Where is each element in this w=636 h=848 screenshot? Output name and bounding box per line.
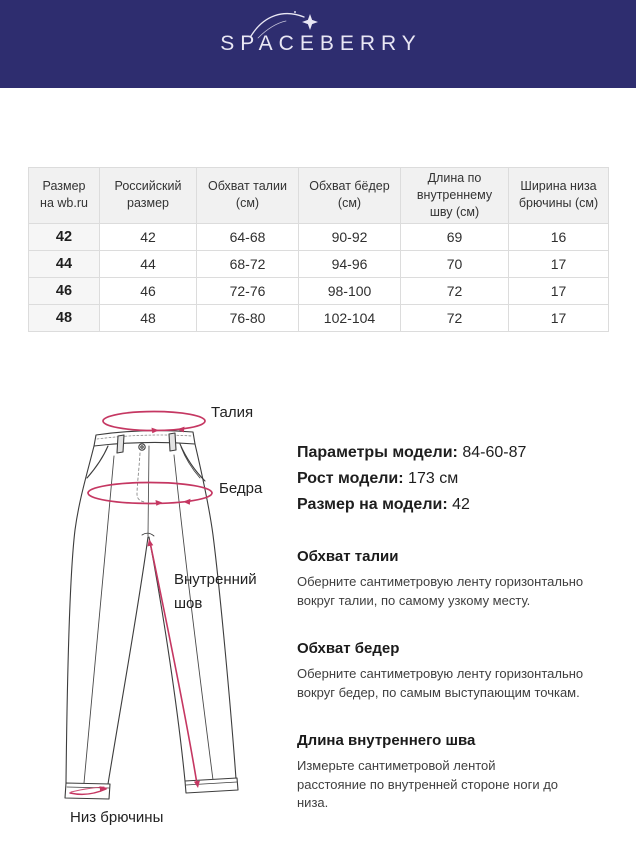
guide-waist-title: Обхват талии bbox=[297, 548, 399, 565]
cell-ru-size: 44 bbox=[100, 250, 197, 277]
cell-ru-size: 42 bbox=[100, 223, 197, 250]
model-size-line bbox=[297, 492, 619, 518]
cell-hem-width: 17 bbox=[509, 250, 609, 277]
model-height-value: 173 см bbox=[408, 470, 459, 487]
cell-size: 46 bbox=[29, 277, 100, 304]
cell-waist: 72-76 bbox=[197, 277, 299, 304]
model-params-label: Параметры модели: bbox=[297, 444, 458, 461]
belt-loop-left bbox=[117, 435, 124, 453]
pants-diagram bbox=[30, 390, 290, 848]
hips-label: Бедра bbox=[219, 480, 263, 497]
shooting-star-icon bbox=[248, 8, 332, 42]
cell-inseam: 69 bbox=[401, 223, 509, 250]
guide-section-waist bbox=[297, 548, 619, 610]
guide-inseam-text: Измерьте сантиметровой лентой расстояние по внутренней стороне ноги до низа. bbox=[297, 758, 559, 810]
table-row bbox=[29, 250, 609, 277]
cell-inseam: 70 bbox=[401, 250, 509, 277]
model-params-line bbox=[297, 440, 619, 466]
model-height-label: Рост модели: bbox=[297, 470, 404, 487]
col-header-inseam: Длина по внутреннему шву (см) bbox=[401, 168, 509, 224]
col-header-ru-size: Российский размер bbox=[100, 168, 197, 224]
cell-hem-width: 16 bbox=[509, 223, 609, 250]
right-pocket-curve bbox=[180, 444, 205, 481]
hem-label: Низ брючины bbox=[70, 809, 164, 826]
model-size-label: Размер на модели: bbox=[297, 496, 448, 513]
col-header-waist: Обхват талии (см) bbox=[197, 168, 299, 224]
table-row bbox=[29, 223, 609, 250]
col-header-hips: Обхват бёдер (см) bbox=[299, 168, 401, 224]
left-outer-seam bbox=[66, 446, 94, 783]
guide-waist-text: Оберните сантиметровую ленту горизонтально вокруг талии, по самому узкому месту. bbox=[297, 574, 584, 608]
model-size-value: 42 bbox=[452, 496, 470, 513]
guide-hips-title: Обхват бедер bbox=[297, 640, 400, 657]
fly-stitch-line bbox=[137, 453, 145, 502]
cell-hips: 102-104 bbox=[299, 304, 401, 331]
cell-hem-width: 17 bbox=[509, 304, 609, 331]
col-header-hem-width: Ширина низа брючины (см) bbox=[509, 168, 609, 224]
waist-measure-ellipse bbox=[103, 412, 205, 431]
left-inner-seam bbox=[108, 537, 148, 784]
hips-arrowhead-left bbox=[183, 499, 191, 505]
left-crease bbox=[84, 456, 114, 783]
button bbox=[139, 444, 145, 450]
belt-loop-right bbox=[169, 433, 176, 451]
left-cuff bbox=[65, 783, 110, 799]
cell-waist: 68-72 bbox=[197, 250, 299, 277]
cell-hips: 90-92 bbox=[299, 223, 401, 250]
model-info bbox=[297, 440, 619, 518]
brand-header bbox=[0, 0, 636, 88]
cell-inseam: 72 bbox=[401, 304, 509, 331]
table-row bbox=[29, 277, 609, 304]
cell-waist: 64-68 bbox=[197, 223, 299, 250]
cell-ru-size: 48 bbox=[100, 304, 197, 331]
center-front-line bbox=[148, 446, 149, 536]
table-header-row bbox=[29, 168, 609, 224]
cell-hips: 98-100 bbox=[299, 277, 401, 304]
model-height-line bbox=[297, 466, 619, 492]
cell-hem-width: 17 bbox=[509, 277, 609, 304]
inseam-arrowhead-top bbox=[148, 539, 154, 546]
logo-text: SPACEBERRY bbox=[220, 32, 422, 55]
cell-hips: 94-96 bbox=[299, 250, 401, 277]
right-cuff bbox=[185, 778, 238, 793]
size-table bbox=[28, 167, 608, 332]
table-row bbox=[29, 304, 609, 331]
cell-waist: 76-80 bbox=[197, 304, 299, 331]
waist-label: Талия bbox=[211, 404, 254, 421]
info-column bbox=[297, 440, 619, 813]
guide-hips-text: Оберните сантиметровую ленту горизонтально вокруг бедер, по самым выступающим точкам. bbox=[297, 666, 584, 700]
inseam-label: Внутренний шов bbox=[174, 571, 257, 612]
cell-size: 48 bbox=[29, 304, 100, 331]
measure-guide bbox=[297, 548, 619, 813]
guide-section-inseam bbox=[297, 732, 619, 813]
cell-ru-size: 46 bbox=[100, 277, 197, 304]
hips-measure-ellipse bbox=[88, 483, 212, 504]
guide-inseam-title: Длина внутреннего шва bbox=[297, 732, 476, 749]
cell-inseam: 72 bbox=[401, 277, 509, 304]
cell-size: 44 bbox=[29, 250, 100, 277]
model-params-value: 84-60-87 bbox=[462, 444, 527, 461]
hips-arrowhead-right bbox=[156, 500, 164, 506]
col-header-wb-size: Размер на wb.ru bbox=[29, 168, 100, 224]
guide-section-hips bbox=[297, 640, 619, 702]
cell-size: 42 bbox=[29, 223, 100, 250]
brand-logo bbox=[214, 32, 422, 56]
